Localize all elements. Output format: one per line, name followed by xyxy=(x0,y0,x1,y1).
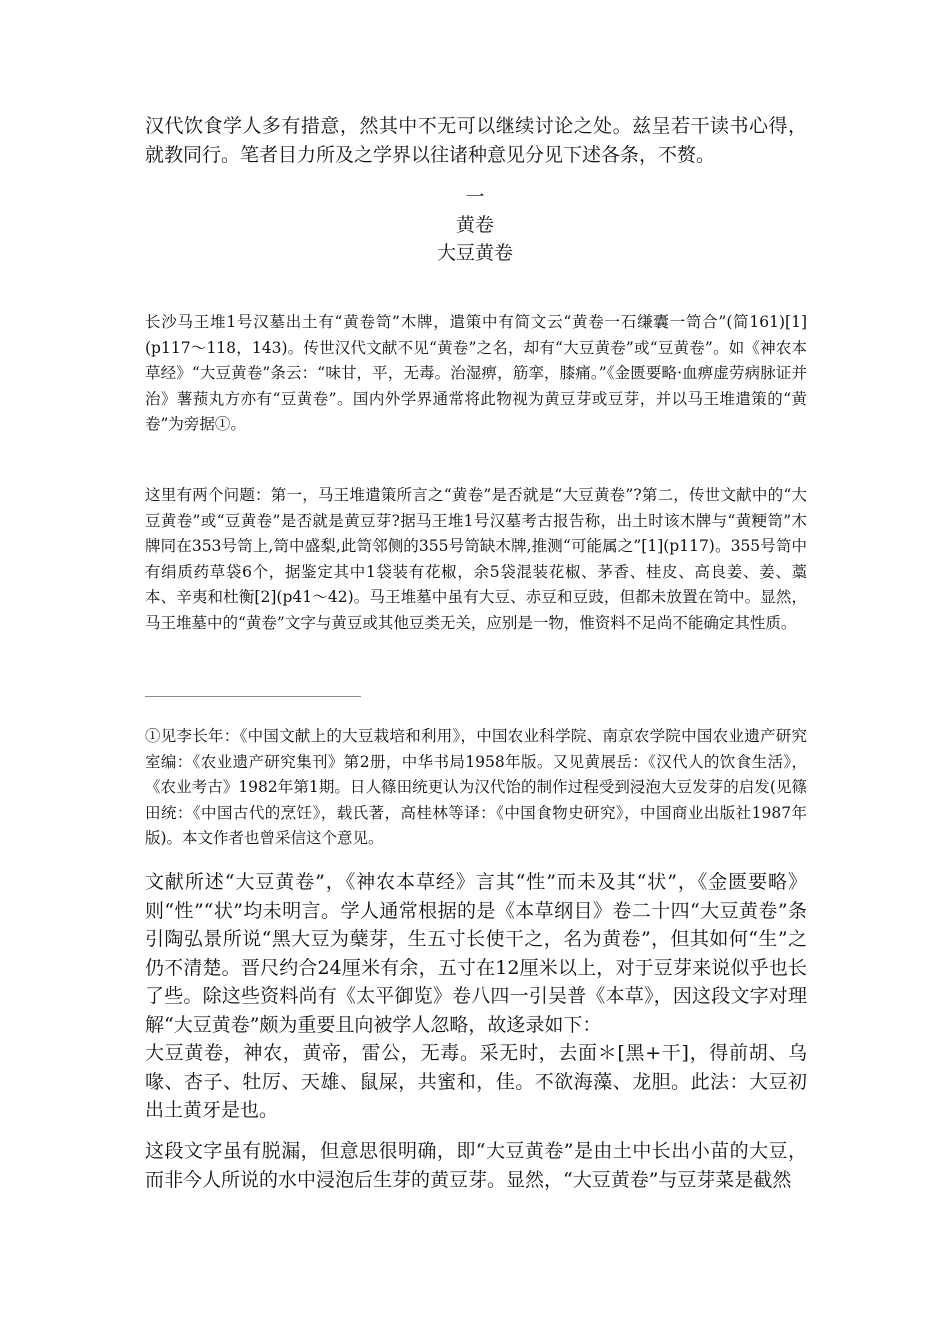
footnote: ①见李长年：《中国文献上的大豆栽培和利用》，中国农业科学院、南京农学院中国农业遗产研究室编：《农业遗产研究集刊》第2册，中华书局1958年版。又见黄展岳：《汉代人的饮食生活》，《农业考古》1982年第1期。日人篠田统更认为汉代饴的制作过程受到浸泡大豆发芽的启发(见篠田统：《中国古代的烹饪》，载氏著，高桂林等译：《中国食物史研究》，中国商业出版社1987年版)。本文作者也曾采信这个意见。 xyxy=(145,727,807,847)
footnote-divider xyxy=(145,696,361,697)
section-number: 一 xyxy=(465,186,485,208)
section-subtitle: 大豆黄卷 xyxy=(436,242,513,264)
body-paragraph-4: 这段文字虽有脱漏，但意思很明确，即“大豆黄卷”是由土中长出小苗的大豆，而非今人所说的水中浸泡后生芽的黄豆芽。显然，“大豆黄卷”与豆芽菜是截然 xyxy=(145,1140,807,1191)
section-heading xyxy=(0,183,950,267)
body-paragraph-1: 长沙马王堆1号汉墓出土有“黄卷笥”木牌，遣策中有简文云“黄卷一石缣囊一笥合”(简161)[1](p117～118，143)。传世汉代文献不见“黄卷”之名，却有“大豆黄卷”或“豆黄卷”。如《神农本草经》“大豆黄卷”条云：“味甘，平，无毒。治湿痹，筋挛，膝痛。”《金匮要略·血痹虚劳病脉证并治》薯蓣丸方亦有“豆黄卷”。国内外学界通常将此物视为黄豆芽或豆芽，并以马王堆遣策的“黄卷”为旁据①。 xyxy=(145,313,807,433)
body-paragraph-3: 文献所述“大豆黄卷”，《神农本草经》言其“性”而未及其“状”，《金匮要略》则“性”“状”均未明言。学人通常根据的是《本草纲目》卷二十四“大豆黄卷”条引陶弘景所说“黑大豆为蘖芽，生五寸长使干之，名为黄卷”，但其如何“生”之仍不清楚。晋尺约合24厘米有余，五寸在12厘米以上，对于豆芽来说似乎也长了些。除这些资料尚有《太平御览》卷八四一引吴普《本草》，因这段文字对理解“大豆黄卷”颇为重要且向被学人忽略，故迻录如下： xyxy=(145,871,807,1036)
quoted-text: 大豆黄卷，神农，黄帝，雷公，无毒。采无时，去面＊[黑+干]，得前胡、乌喙、杏子、牡厉、天雄、鼠屎，共蜜和，佳。不欲海藻、龙胆。此法：大豆初出土黄牙是也。 xyxy=(145,1042,807,1121)
intro-paragraph: 汉代饮食学人多有措意，然其中不无可以继续讨论之处。兹呈若干读书心得，就教同行。笔者目力所及之学界以往诸种意见分见下述各条，不赘。 xyxy=(145,115,807,166)
section-title: 黄卷 xyxy=(455,214,494,236)
body-paragraph-2: 这里有两个问题：第一，马王堆遣策所言之“黄卷”是否就是“大豆黄卷”?第二，传世文献中的“大豆黄卷”或“豆黄卷”是否就是黄豆芽?据马王堆1号汉墓考古报告称，出土时该木牌与“黄粳笥”木牌同在353号笥上,笥中盛梨,此笥邻侧的355号笥缺木牌,推测“可能属之”[1](p117)。355号笥中有绢质药草袋6个，据鉴定其中1袋装有花椒，余5袋混装花椒、茅香、桂皮、高良姜、姜、藁本、辛夷和杜衡[2](p41～42)。马王堆墓中虽有大豆、赤豆和豆豉，但都未放置在笥中。显然，马王堆墓中的“黄卷”文字与黄豆或其他豆类无关，应别是一物，惟资料不足尚不能确定其性质。 xyxy=(145,486,807,632)
